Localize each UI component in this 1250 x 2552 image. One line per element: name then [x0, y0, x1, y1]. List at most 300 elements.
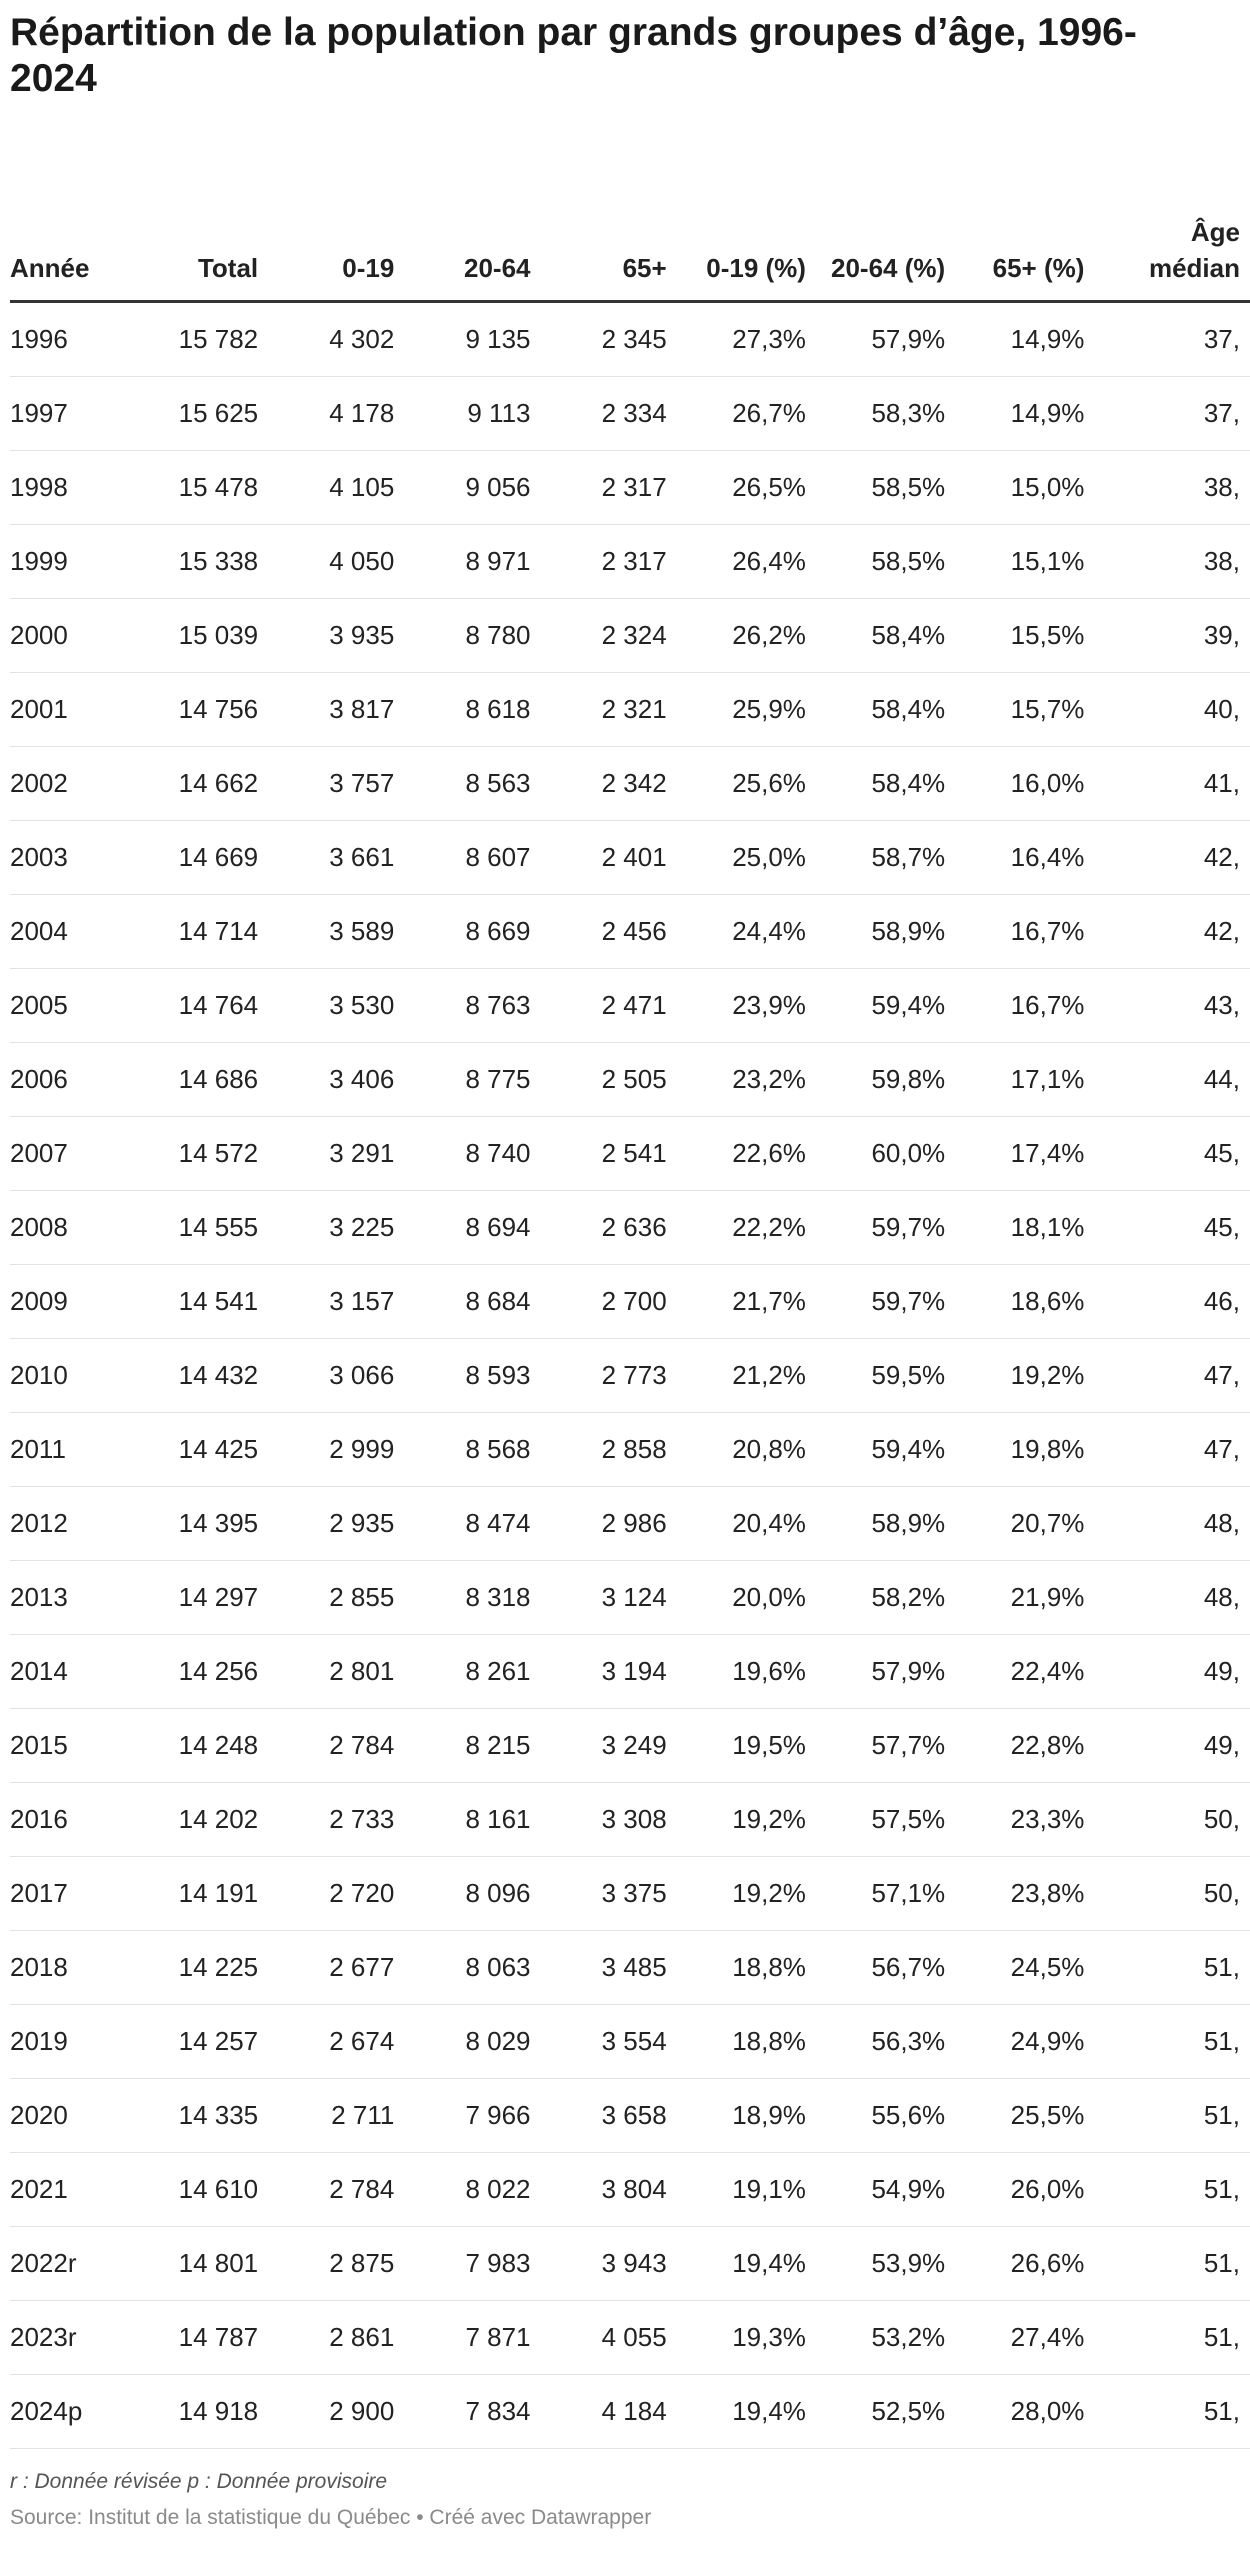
table-cell: 58,2% — [816, 1561, 955, 1635]
table-cell: 24,4% — [677, 895, 816, 969]
table-cell: 18,6% — [955, 1265, 1094, 1339]
table-row — [10, 1265, 1250, 1339]
table-cell: 26,4% — [677, 525, 816, 599]
table-cell: 2 855 — [268, 1561, 404, 1635]
table-cell: 2 334 — [541, 377, 677, 451]
table-cell: 51, — [1094, 2153, 1250, 2227]
table-cell: 43, — [1094, 969, 1250, 1043]
table-cell: 16,7% — [955, 895, 1094, 969]
table-cell: 3 589 — [268, 895, 404, 969]
table-cell: 14 662 — [132, 747, 268, 821]
table-cell: 59,4% — [816, 1413, 955, 1487]
table-cell: 15 782 — [132, 302, 268, 377]
table-cell: 3 308 — [541, 1783, 677, 1857]
table-row — [10, 525, 1250, 599]
table-row — [10, 1339, 1250, 1413]
table-cell: 57,5% — [816, 1783, 955, 1857]
table-cell: 14 610 — [132, 2153, 268, 2227]
table-cell: 3 225 — [268, 1191, 404, 1265]
table-cell: 8 261 — [404, 1635, 540, 1709]
column-header[interactable]: 0-19 — [268, 158, 404, 302]
table-cell: 8 563 — [404, 747, 540, 821]
table-cell: 53,9% — [816, 2227, 955, 2301]
table-cell: 20,0% — [677, 1561, 816, 1635]
table-cell: 14 572 — [132, 1117, 268, 1191]
table-cell: 14,9% — [955, 377, 1094, 451]
table-cell: 2011 — [10, 1413, 132, 1487]
table-cell: 26,2% — [677, 599, 816, 673]
table-cell: 58,5% — [816, 525, 955, 599]
table-cell: 14 248 — [132, 1709, 268, 1783]
table-row — [10, 302, 1250, 377]
table-cell: 14 256 — [132, 1635, 268, 1709]
table-cell: 2018 — [10, 1931, 132, 2005]
table-cell: 59,4% — [816, 969, 955, 1043]
table-cell: 47, — [1094, 1339, 1250, 1413]
table-cell: 15 338 — [132, 525, 268, 599]
table-cell: 15,1% — [955, 525, 1094, 599]
table-cell: 14 669 — [132, 821, 268, 895]
table-row — [10, 895, 1250, 969]
table-cell: 2004 — [10, 895, 132, 969]
table-cell: 8 593 — [404, 1339, 540, 1413]
table-cell: 19,3% — [677, 2301, 816, 2375]
table-cell: 18,8% — [677, 1931, 816, 2005]
table-cell: 2000 — [10, 599, 132, 673]
table-cell: 8 607 — [404, 821, 540, 895]
table-cell: 2023r — [10, 2301, 132, 2375]
table-cell: 19,2% — [677, 1783, 816, 1857]
table-cell: 15,7% — [955, 673, 1094, 747]
table-cell: 14 297 — [132, 1561, 268, 1635]
table-cell: 3 249 — [541, 1709, 677, 1783]
table-cell: 14 432 — [132, 1339, 268, 1413]
table-cell: 14 541 — [132, 1265, 268, 1339]
table-cell: 56,3% — [816, 2005, 955, 2079]
table-cell: 3 066 — [268, 1339, 404, 1413]
table-row — [10, 1487, 1250, 1561]
table-cell: 23,8% — [955, 1857, 1094, 1931]
table-cell: 51, — [1094, 2227, 1250, 2301]
table-cell: 2006 — [10, 1043, 132, 1117]
table-cell: 48, — [1094, 1561, 1250, 1635]
column-header[interactable]: 20-64 (%) — [816, 158, 955, 302]
table-cell: 41, — [1094, 747, 1250, 821]
table-cell: 2013 — [10, 1561, 132, 1635]
table-cell: 24,5% — [955, 1931, 1094, 2005]
table-cell: 2 401 — [541, 821, 677, 895]
table-cell: 37, — [1094, 302, 1250, 377]
table-cell: 58,4% — [816, 673, 955, 747]
table-cell: 4 302 — [268, 302, 404, 377]
table-cell: 14 191 — [132, 1857, 268, 1931]
table-cell: 8 740 — [404, 1117, 540, 1191]
table-cell: 60,0% — [816, 1117, 955, 1191]
table-cell: 16,0% — [955, 747, 1094, 821]
table-cell: 2 700 — [541, 1265, 677, 1339]
table-cell: 27,4% — [955, 2301, 1094, 2375]
column-header[interactable]: Âge médian — [1094, 158, 1250, 302]
table-cell: 2008 — [10, 1191, 132, 1265]
table-cell: 59,5% — [816, 1339, 955, 1413]
table-cell: 54,9% — [816, 2153, 955, 2227]
table-cell: 14 395 — [132, 1487, 268, 1561]
table-cell: 16,7% — [955, 969, 1094, 1043]
table-cell: 21,9% — [955, 1561, 1094, 1635]
table-cell: 2 935 — [268, 1487, 404, 1561]
table-cell: 2 858 — [541, 1413, 677, 1487]
table-cell: 2 784 — [268, 2153, 404, 2227]
table-cell: 14 918 — [132, 2375, 268, 2449]
table-cell: 57,9% — [816, 1635, 955, 1709]
column-header[interactable]: 20-64 — [404, 158, 540, 302]
table-cell: 45, — [1094, 1191, 1250, 1265]
table-cell: 2 784 — [268, 1709, 404, 1783]
table-cell: 21,7% — [677, 1265, 816, 1339]
table-cell: 48, — [1094, 1487, 1250, 1561]
table-cell: 3 194 — [541, 1635, 677, 1709]
table-cell: 26,6% — [955, 2227, 1094, 2301]
table-cell: 2 345 — [541, 302, 677, 377]
table-cell: 9 113 — [404, 377, 540, 451]
table-cell: 26,7% — [677, 377, 816, 451]
table-cell: 14 335 — [132, 2079, 268, 2153]
table-cell: 39, — [1094, 599, 1250, 673]
table-cell: 4 178 — [268, 377, 404, 451]
table-cell: 2007 — [10, 1117, 132, 1191]
table-cell: 18,1% — [955, 1191, 1094, 1265]
column-header[interactable]: 65+ — [541, 158, 677, 302]
table-cell: 2 720 — [268, 1857, 404, 1931]
table-cell: 15,5% — [955, 599, 1094, 673]
table-cell: 2 900 — [268, 2375, 404, 2449]
table-cell: 8 063 — [404, 1931, 540, 2005]
column-header[interactable]: Année — [10, 158, 132, 302]
table-row — [10, 1561, 1250, 1635]
table-body — [10, 302, 1250, 2449]
table-cell: 58,3% — [816, 377, 955, 451]
table-cell: 2 636 — [541, 1191, 677, 1265]
table-cell: 56,7% — [816, 1931, 955, 2005]
data-table-container[interactable] — [10, 158, 1240, 2426]
table-row — [10, 1043, 1250, 1117]
table-cell: 4 105 — [268, 451, 404, 525]
table-cell: 19,2% — [955, 1339, 1094, 1413]
table-cell: 58,4% — [816, 599, 955, 673]
table-cell: 2003 — [10, 821, 132, 895]
chart-title: Répartition de la population par grands groupes d’âge, 1996-2024 — [10, 11, 1137, 100]
table-cell: 58,5% — [816, 451, 955, 525]
table-notes: r : Donnée révisée p : Donnée provisoire — [10, 2470, 388, 2493]
table-row — [10, 451, 1250, 525]
table-cell: 24,9% — [955, 2005, 1094, 2079]
table-cell: 50, — [1094, 1783, 1250, 1857]
table-cell: 8 568 — [404, 1413, 540, 1487]
table-cell: 14 225 — [132, 1931, 268, 2005]
table-row — [10, 1191, 1250, 1265]
table-cell: 8 971 — [404, 525, 540, 599]
table-cell: 25,9% — [677, 673, 816, 747]
table-cell: 25,5% — [955, 2079, 1094, 2153]
table-cell: 38, — [1094, 525, 1250, 599]
table-cell: 44, — [1094, 1043, 1250, 1117]
table-cell: 4 184 — [541, 2375, 677, 2449]
table-cell: 9 056 — [404, 451, 540, 525]
column-header[interactable]: Total — [132, 158, 268, 302]
table-cell: 2002 — [10, 747, 132, 821]
table-cell: 8 618 — [404, 673, 540, 747]
table-cell: 49, — [1094, 1709, 1250, 1783]
table-cell: 53,2% — [816, 2301, 955, 2375]
table-row — [10, 599, 1250, 673]
table-cell: 49, — [1094, 1635, 1250, 1709]
table-cell: 2020 — [10, 2079, 132, 2153]
table-cell: 2009 — [10, 1265, 132, 1339]
table-cell: 14 555 — [132, 1191, 268, 1265]
table-cell: 57,9% — [816, 302, 955, 377]
table-cell: 38, — [1094, 451, 1250, 525]
table-cell: 52,5% — [816, 2375, 955, 2449]
table-cell: 8 763 — [404, 969, 540, 1043]
table-row — [10, 377, 1250, 451]
table-cell: 8 318 — [404, 1561, 540, 1635]
data-table — [10, 158, 1250, 2449]
table-cell: 2010 — [10, 1339, 132, 1413]
table-row — [10, 1857, 1250, 1931]
table-cell: 14,9% — [955, 302, 1094, 377]
table-row — [10, 821, 1250, 895]
table-cell: 26,5% — [677, 451, 816, 525]
table-cell: 1999 — [10, 525, 132, 599]
table-cell: 2 674 — [268, 2005, 404, 2079]
table-cell: 3 804 — [541, 2153, 677, 2227]
table-cell: 26,0% — [955, 2153, 1094, 2227]
table-cell: 14 202 — [132, 1783, 268, 1857]
table-cell: 3 817 — [268, 673, 404, 747]
table-row — [10, 673, 1250, 747]
table-cell: 3 406 — [268, 1043, 404, 1117]
table-cell: 2 541 — [541, 1117, 677, 1191]
table-cell: 14 801 — [132, 2227, 268, 2301]
table-cell: 3 661 — [268, 821, 404, 895]
table-row — [10, 2079, 1250, 2153]
table-cell: 2 317 — [541, 451, 677, 525]
table-cell: 3 935 — [268, 599, 404, 673]
table-cell: 19,2% — [677, 1857, 816, 1931]
table-cell: 9 135 — [404, 302, 540, 377]
table-cell: 19,8% — [955, 1413, 1094, 1487]
table-cell: 23,9% — [677, 969, 816, 1043]
table-cell: 22,6% — [677, 1117, 816, 1191]
table-cell: 58,7% — [816, 821, 955, 895]
table-cell: 2024p — [10, 2375, 132, 2449]
table-cell: 14 756 — [132, 673, 268, 747]
table-cell: 23,3% — [955, 1783, 1094, 1857]
table-cell: 46, — [1094, 1265, 1250, 1339]
table-cell: 20,7% — [955, 1487, 1094, 1561]
table-cell: 15 478 — [132, 451, 268, 525]
table-cell: 2015 — [10, 1709, 132, 1783]
table-cell: 2 875 — [268, 2227, 404, 2301]
table-cell: 45, — [1094, 1117, 1250, 1191]
table-cell: 17,4% — [955, 1117, 1094, 1191]
table-cell: 20,4% — [677, 1487, 816, 1561]
table-cell: 8 029 — [404, 2005, 540, 2079]
table-cell: 51, — [1094, 2079, 1250, 2153]
table-cell: 2 456 — [541, 895, 677, 969]
table-row — [10, 1635, 1250, 1709]
table-cell: 7 834 — [404, 2375, 540, 2449]
table-cell: 18,9% — [677, 2079, 816, 2153]
table-cell: 40, — [1094, 673, 1250, 747]
table-cell: 1996 — [10, 302, 132, 377]
table-cell: 2 801 — [268, 1635, 404, 1709]
table-cell: 58,9% — [816, 895, 955, 969]
table-cell: 51, — [1094, 2375, 1250, 2449]
table-cell: 15 039 — [132, 599, 268, 673]
table-cell: 59,7% — [816, 1265, 955, 1339]
table-cell: 42, — [1094, 821, 1250, 895]
table-cell: 22,8% — [955, 1709, 1094, 1783]
table-cell: 8 775 — [404, 1043, 540, 1117]
table-cell: 3 943 — [541, 2227, 677, 2301]
table-cell: 2019 — [10, 2005, 132, 2079]
table-cell: 51, — [1094, 2005, 1250, 2079]
table-row — [10, 2227, 1250, 2301]
table-cell: 14 787 — [132, 2301, 268, 2375]
table-cell: 17,1% — [955, 1043, 1094, 1117]
table-cell: 7 966 — [404, 2079, 540, 2153]
table-cell: 2 773 — [541, 1339, 677, 1413]
table-cell: 59,7% — [816, 1191, 955, 1265]
source-credit: Source: Institut de la statistique du Québec • Créé avec Datawrapper — [10, 2506, 652, 2529]
table-cell: 8 161 — [404, 1783, 540, 1857]
table-cell: 19,6% — [677, 1635, 816, 1709]
table-cell: 19,1% — [677, 2153, 816, 2227]
table-cell: 25,0% — [677, 821, 816, 895]
table-cell: 15,0% — [955, 451, 1094, 525]
table-cell: 3 658 — [541, 2079, 677, 2153]
table-cell: 18,8% — [677, 2005, 816, 2079]
table-row — [10, 1931, 1250, 2005]
table-row — [10, 747, 1250, 821]
table-cell: 2 711 — [268, 2079, 404, 2153]
table-cell: 3 124 — [541, 1561, 677, 1635]
table-cell: 16,4% — [955, 821, 1094, 895]
table-cell: 8 096 — [404, 1857, 540, 1931]
table-cell: 2022r — [10, 2227, 132, 2301]
table-cell: 58,9% — [816, 1487, 955, 1561]
table-cell: 15 625 — [132, 377, 268, 451]
table-row — [10, 1413, 1250, 1487]
table-cell: 2001 — [10, 673, 132, 747]
table-row — [10, 1783, 1250, 1857]
table-cell: 2012 — [10, 1487, 132, 1561]
table-cell: 2021 — [10, 2153, 132, 2227]
table-cell: 21,2% — [677, 1339, 816, 1413]
table-cell: 4 050 — [268, 525, 404, 599]
table-row — [10, 2005, 1250, 2079]
table-cell: 50, — [1094, 1857, 1250, 1931]
column-header[interactable]: 0-19 (%) — [677, 158, 816, 302]
table-cell: 42, — [1094, 895, 1250, 969]
table-cell: 2 505 — [541, 1043, 677, 1117]
table-cell: 7 871 — [404, 2301, 540, 2375]
table-cell: 2 321 — [541, 673, 677, 747]
table-cell: 22,2% — [677, 1191, 816, 1265]
table-row — [10, 1117, 1250, 1191]
table-cell: 14 764 — [132, 969, 268, 1043]
table-cell: 55,6% — [816, 2079, 955, 2153]
table-cell: 2 733 — [268, 1783, 404, 1857]
table-cell: 3 291 — [268, 1117, 404, 1191]
table-cell: 2 677 — [268, 1931, 404, 2005]
table-cell: 2 471 — [541, 969, 677, 1043]
table-cell: 2 317 — [541, 525, 677, 599]
table-row — [10, 2301, 1250, 2375]
table-cell: 23,2% — [677, 1043, 816, 1117]
table-cell: 2 342 — [541, 747, 677, 821]
table-row — [10, 969, 1250, 1043]
table-cell: 14 425 — [132, 1413, 268, 1487]
table-cell: 1997 — [10, 377, 132, 451]
table-cell: 2 324 — [541, 599, 677, 673]
table-cell: 51, — [1094, 1931, 1250, 2005]
table-cell: 14 686 — [132, 1043, 268, 1117]
table-cell: 22,4% — [955, 1635, 1094, 1709]
table-cell: 58,4% — [816, 747, 955, 821]
table-cell: 59,8% — [816, 1043, 955, 1117]
table-cell: 4 055 — [541, 2301, 677, 2375]
table-cell: 8 684 — [404, 1265, 540, 1339]
table-cell: 2005 — [10, 969, 132, 1043]
table-cell: 37, — [1094, 377, 1250, 451]
table-cell: 2017 — [10, 1857, 132, 1931]
table-cell: 8 215 — [404, 1709, 540, 1783]
table-cell: 8 669 — [404, 895, 540, 969]
table-cell: 8 694 — [404, 1191, 540, 1265]
table-cell: 47, — [1094, 1413, 1250, 1487]
column-header[interactable]: 65+ (%) — [955, 158, 1094, 302]
table-cell: 8 022 — [404, 2153, 540, 2227]
table-cell: 19,4% — [677, 2375, 816, 2449]
table-cell: 3 485 — [541, 1931, 677, 2005]
table-cell: 7 983 — [404, 2227, 540, 2301]
table-cell: 14 257 — [132, 2005, 268, 2079]
table-header-row — [10, 158, 1250, 302]
table-cell: 2 861 — [268, 2301, 404, 2375]
table-cell: 20,8% — [677, 1413, 816, 1487]
table-cell: 19,5% — [677, 1709, 816, 1783]
table-cell: 57,1% — [816, 1857, 955, 1931]
table-cell: 8 474 — [404, 1487, 540, 1561]
table-cell: 2014 — [10, 1635, 132, 1709]
table-cell: 28,0% — [955, 2375, 1094, 2449]
table-row — [10, 1709, 1250, 1783]
table-cell: 3 375 — [541, 1857, 677, 1931]
table-cell: 19,4% — [677, 2227, 816, 2301]
table-cell: 3 157 — [268, 1265, 404, 1339]
table-row — [10, 2375, 1250, 2449]
table-cell: 2 999 — [268, 1413, 404, 1487]
table-cell: 14 714 — [132, 895, 268, 969]
table-cell: 27,3% — [677, 302, 816, 377]
table-cell: 8 780 — [404, 599, 540, 673]
table-row — [10, 2153, 1250, 2227]
table-cell: 25,6% — [677, 747, 816, 821]
table-cell: 1998 — [10, 451, 132, 525]
table-cell: 3 757 — [268, 747, 404, 821]
